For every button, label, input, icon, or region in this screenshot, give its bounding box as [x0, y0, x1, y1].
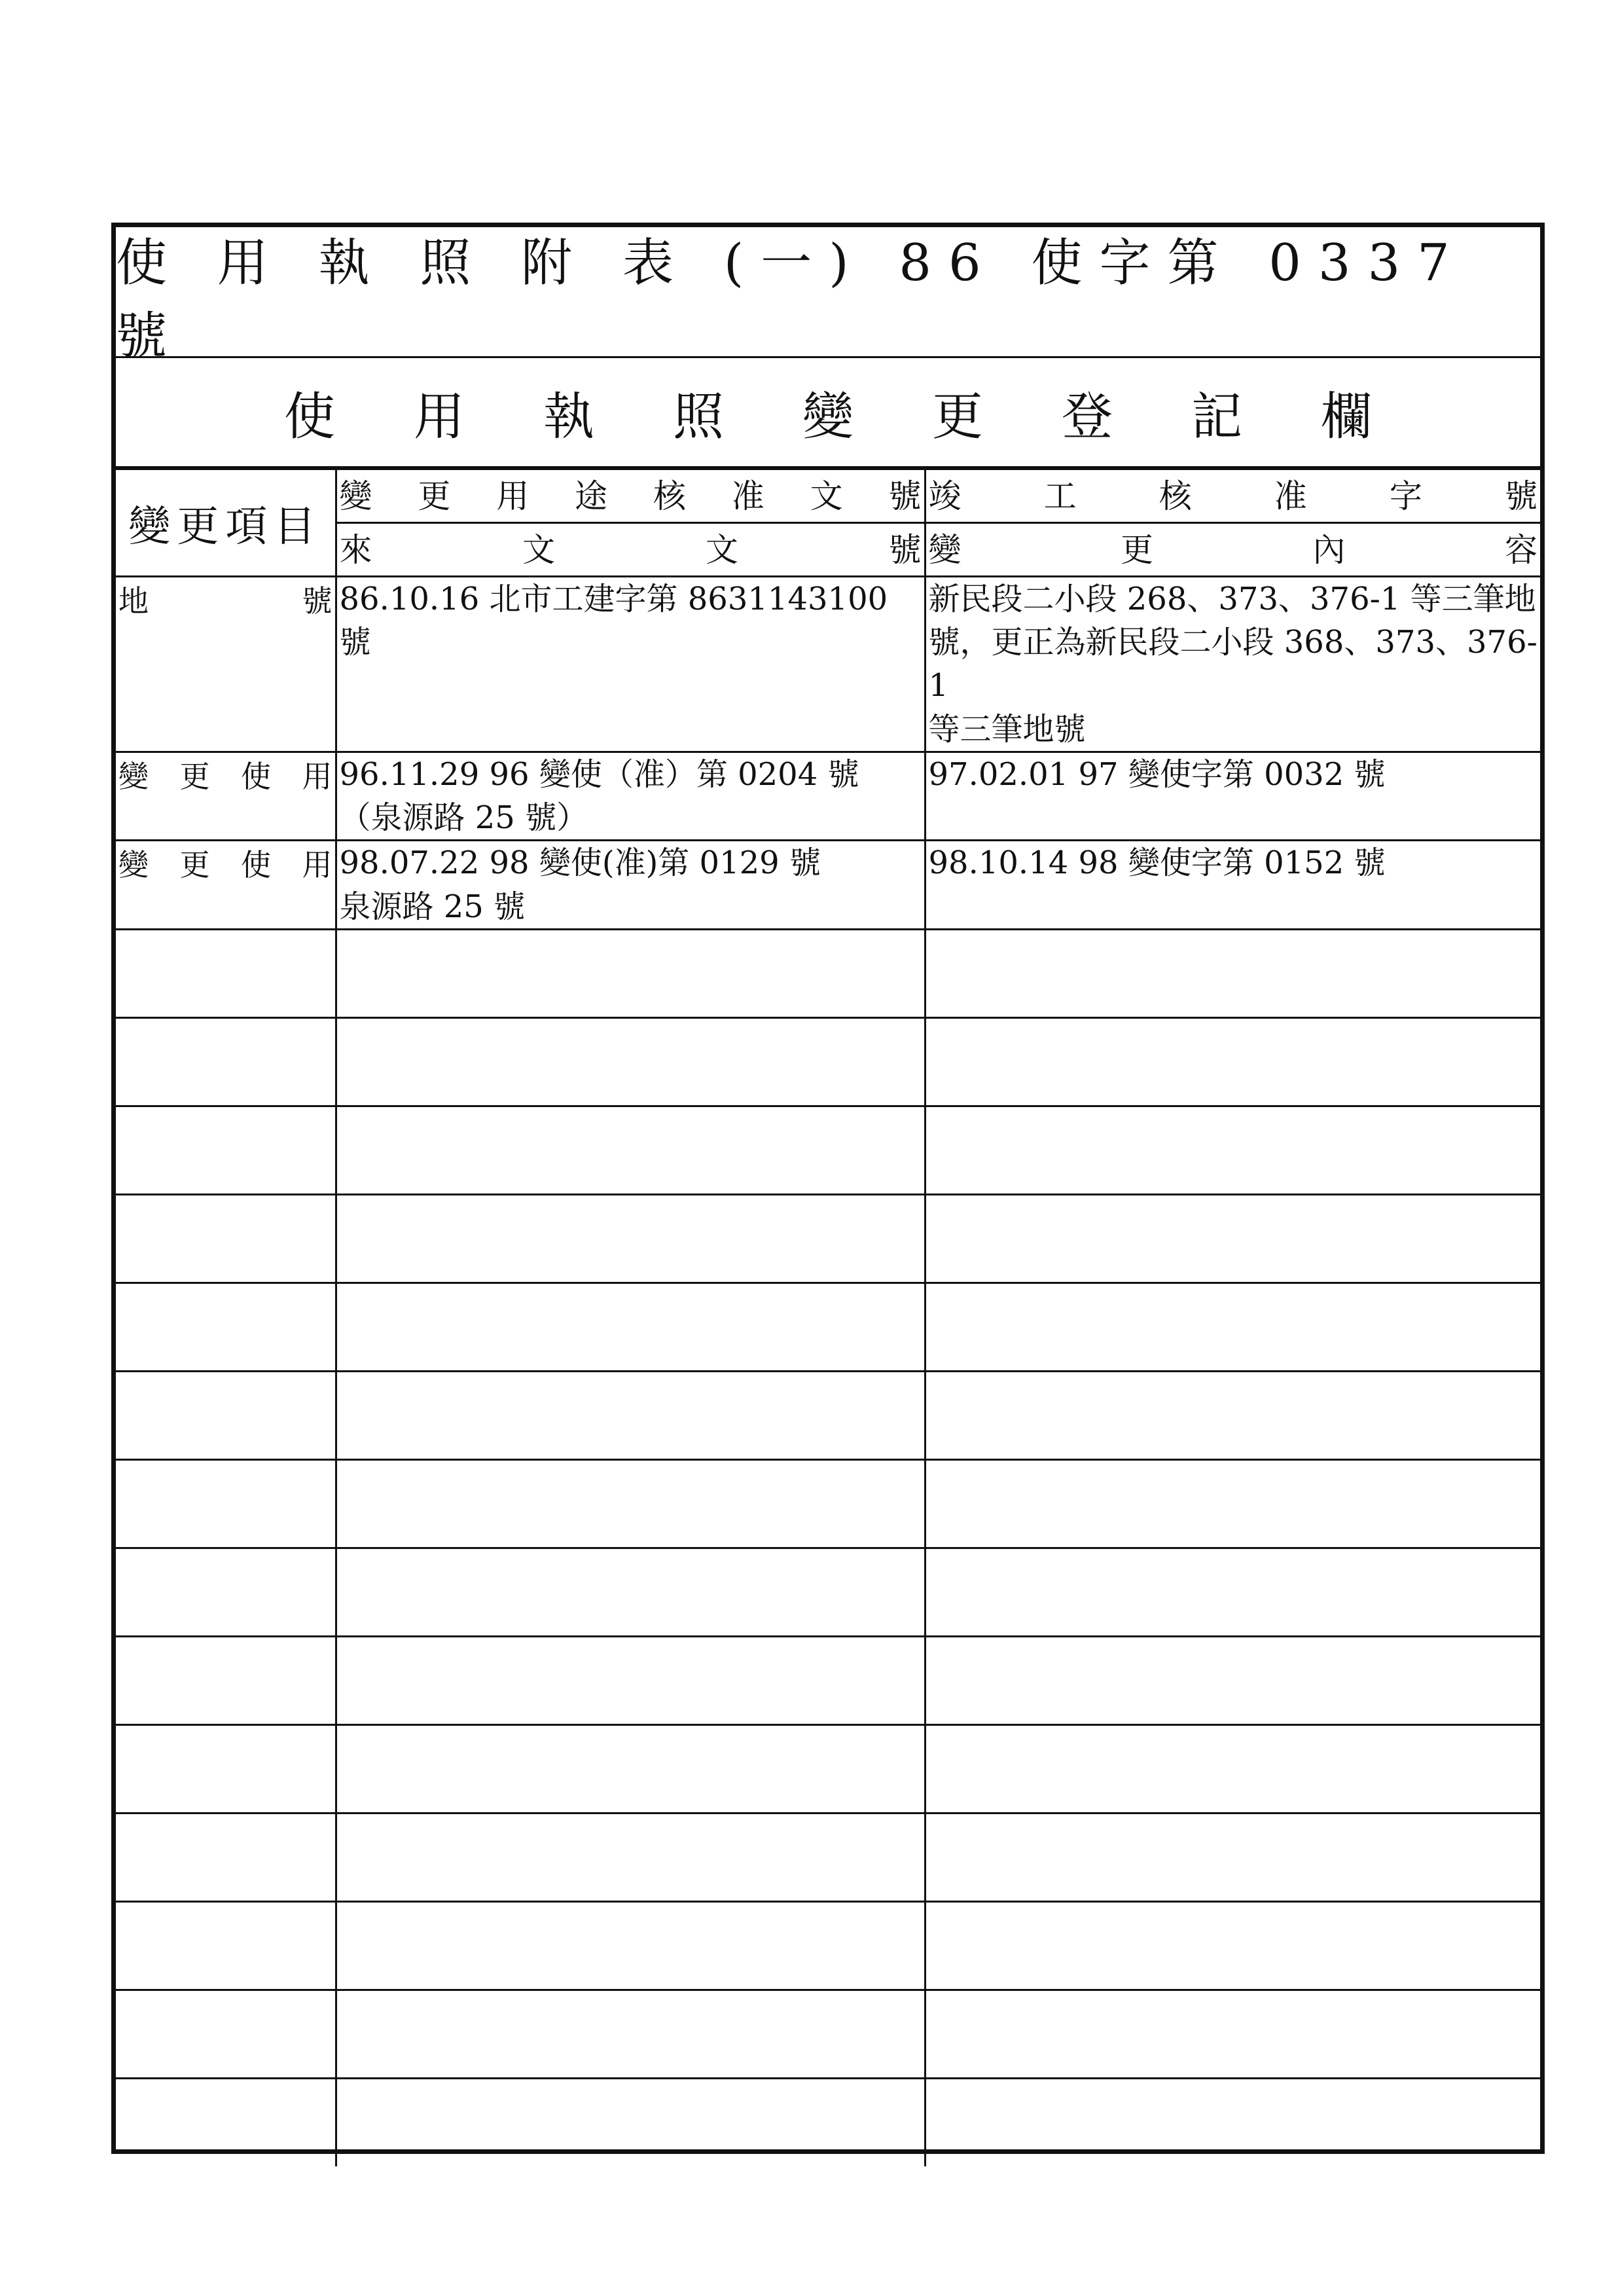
label-char: 用	[302, 847, 333, 883]
empty-row	[116, 1990, 1540, 2078]
row-item-label	[116, 841, 336, 929]
spread-row-0-item	[118, 577, 333, 621]
empty-cell	[336, 1813, 925, 1901]
empty-row	[116, 1901, 1540, 1990]
label-char: 號	[888, 477, 922, 515]
page-subtitle: 使用執照變更登記欄	[116, 358, 1540, 468]
empty-cell	[925, 1371, 1540, 1459]
row-doc-number: 96.11.29 96 變使（准）第 0204 號 （泉源路 25 號）	[336, 752, 925, 840]
spread-row-2-item	[118, 841, 333, 884]
spread-completion-no	[929, 470, 1538, 517]
register-table-wrap	[116, 468, 1540, 2149]
empty-cell	[925, 929, 1540, 1017]
spread-incoming-doc	[340, 524, 922, 571]
empty-cell	[925, 1724, 1540, 1813]
label-char: 來	[339, 531, 372, 569]
row-item-label	[116, 577, 336, 752]
empty-cell	[925, 2078, 1540, 2166]
spread-change-content	[929, 524, 1538, 571]
label-char: 使	[241, 758, 271, 794]
empty-row	[116, 1548, 1540, 1636]
row-change-content: 97.02.01 97 變使字第 0032 號	[925, 752, 1540, 840]
empty-cell	[336, 1990, 925, 2078]
empty-row	[116, 1636, 1540, 1724]
label-char: 號	[1504, 477, 1537, 515]
empty-row	[116, 929, 1540, 1017]
empty-cell	[116, 1017, 336, 1106]
empty-row	[116, 1813, 1540, 1901]
row-change-content: 新民段二小段 268、373、376-1 等三筆地 號，更正為新民段二小段 368、373、376-1 等三筆地號	[925, 577, 1540, 752]
empty-cell	[336, 1901, 925, 1990]
empty-row	[116, 2078, 1540, 2166]
label-char: 更	[179, 847, 210, 883]
empty-cell	[116, 1724, 336, 1813]
empty-cell	[116, 1194, 336, 1283]
label-char: 文	[522, 531, 556, 569]
label-char: 用	[302, 758, 333, 794]
empty-cell	[116, 1901, 336, 1990]
empty-cell	[336, 1371, 925, 1459]
empty-cell	[925, 1017, 1540, 1106]
label-char: 變	[928, 531, 962, 569]
row-doc-number: 86.10.16 北市工建字第 8631143100 號	[336, 577, 925, 752]
empty-row	[116, 1283, 1540, 1371]
row-item-label	[116, 752, 336, 840]
empty-cell	[336, 1283, 925, 1371]
label-char: 更	[179, 758, 210, 794]
empty-row	[116, 1459, 1540, 1548]
empty-cell	[336, 1724, 925, 1813]
spread-row-1-item	[118, 753, 333, 796]
table-row	[116, 752, 1540, 840]
empty-cell	[925, 1901, 1540, 1990]
label-char: 文	[810, 477, 843, 515]
row-doc-number: 98.07.22 98 變使(准)第 0129 號 泉源路 25 號	[336, 841, 925, 929]
label-char: 竣	[928, 477, 962, 515]
empty-cell	[336, 1106, 925, 1194]
empty-cell	[116, 929, 336, 1017]
column-header-completion-no	[925, 469, 1540, 523]
empty-row	[116, 1106, 1540, 1194]
label-char: 號	[302, 583, 333, 619]
empty-cell	[925, 1813, 1540, 1901]
label-char: 容	[1505, 531, 1537, 569]
label-char: 號	[888, 531, 922, 569]
label-char: 核	[653, 477, 686, 515]
label-char: 變	[118, 758, 149, 794]
empty-cell	[925, 1283, 1540, 1371]
column-header-item: 變更項目	[116, 469, 336, 577]
empty-cell	[925, 1194, 1540, 1283]
spread-approval-doc	[340, 470, 922, 517]
empty-cell	[116, 1283, 336, 1371]
label-char: 更	[418, 477, 451, 515]
row-change-content: 98.10.14 98 變使字第 0152 號	[925, 841, 1540, 929]
label-char: 工	[1043, 477, 1077, 515]
empty-cell	[116, 1106, 336, 1194]
table-row	[116, 577, 1540, 752]
label-char: 地	[118, 583, 149, 619]
register-table	[116, 468, 1540, 2166]
empty-cell	[336, 1636, 925, 1724]
empty-cell	[336, 1459, 925, 1548]
empty-cell	[116, 2078, 336, 2166]
empty-cell	[116, 1636, 336, 1724]
empty-cell	[925, 1990, 1540, 2078]
label-char: 變	[118, 847, 149, 883]
table-row	[116, 841, 1540, 929]
label-char: 用	[496, 477, 530, 515]
empty-cell	[925, 1636, 1540, 1724]
label-char: 變	[339, 477, 372, 515]
page-title: 使 用 執 照 附 表 (一) 86 使字第 0337 號	[116, 227, 1540, 358]
empty-cell	[925, 1106, 1540, 1194]
empty-cell	[336, 1017, 925, 1106]
empty-cell	[336, 2078, 925, 2166]
empty-row	[116, 1724, 1540, 1813]
column-header-change-content	[925, 523, 1540, 577]
empty-cell	[116, 1548, 336, 1636]
column-header-incoming-doc	[336, 523, 925, 577]
label-char: 內	[1312, 531, 1346, 569]
column-header-approval-doc	[336, 469, 925, 523]
empty-row	[116, 1194, 1540, 1283]
label-char: 准	[1274, 477, 1307, 515]
label-char: 文	[705, 531, 738, 569]
empty-cell	[336, 929, 925, 1017]
label-char: 途	[575, 477, 608, 515]
register-frame	[111, 223, 1545, 2154]
label-char: 核	[1159, 477, 1192, 515]
label-char: 更	[1121, 531, 1153, 569]
label-char: 字	[1389, 477, 1422, 515]
label-char: 准	[731, 477, 764, 515]
empty-cell	[116, 1371, 336, 1459]
empty-row	[116, 1017, 1540, 1106]
header-row-1	[116, 469, 1540, 523]
empty-cell	[116, 1459, 336, 1548]
empty-cell	[925, 1459, 1540, 1548]
empty-cell	[925, 1548, 1540, 1636]
label-char: 使	[241, 847, 271, 883]
empty-row	[116, 1371, 1540, 1459]
empty-cell	[336, 1194, 925, 1283]
empty-cell	[116, 1813, 336, 1901]
empty-cell	[116, 1990, 336, 2078]
empty-cell	[336, 1548, 925, 1636]
